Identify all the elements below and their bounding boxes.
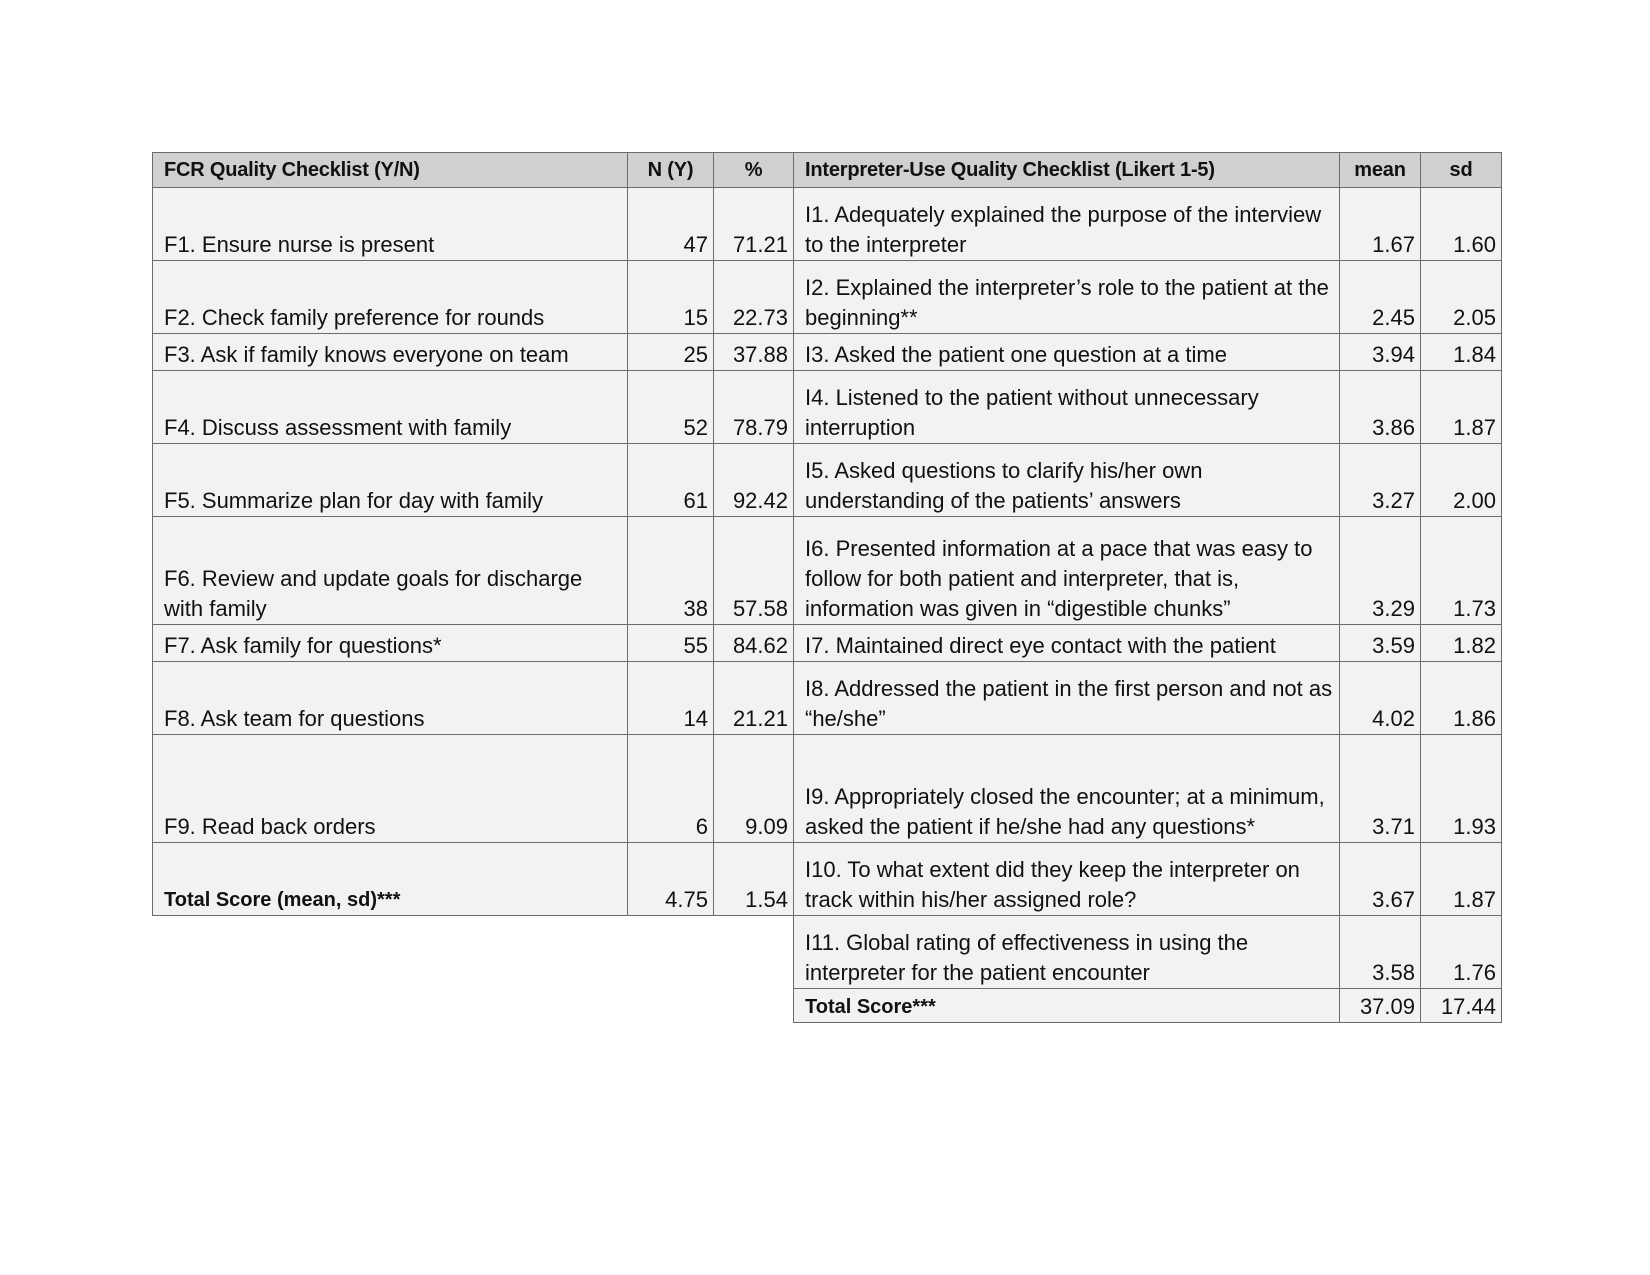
interpreter-item-mean: 1.67 bbox=[1340, 188, 1421, 261]
fcr-item-label: F2. Check family preference for rounds bbox=[153, 261, 628, 334]
table-row bbox=[153, 843, 1502, 916]
table-row bbox=[153, 444, 1502, 517]
interpreter-item-mean: 3.29 bbox=[1340, 517, 1421, 625]
interpreter-item-label: I5. Asked questions to clarify his/her own understanding of the patients’ answers bbox=[794, 444, 1340, 517]
interpreter-item-sd: 1.82 bbox=[1421, 625, 1502, 662]
interpreter-item-mean: 4.02 bbox=[1340, 662, 1421, 735]
table-row bbox=[153, 334, 1502, 371]
quality-checklist-table bbox=[152, 152, 1502, 1023]
interpreter-item-label: I10. To what extent did they keep the interpreter on track within his/her assigned role? bbox=[794, 843, 1340, 916]
interpreter-item-sd: 1.73 bbox=[1421, 517, 1502, 625]
interpreter-total-score-mean: 37.09 bbox=[1340, 989, 1421, 1023]
table-row bbox=[153, 625, 1502, 662]
table-row bbox=[153, 371, 1502, 444]
table-row bbox=[153, 989, 1502, 1023]
interpreter-item-label: I1. Adequately explained the purpose of the interview to the interpreter bbox=[794, 188, 1340, 261]
fcr-checklist-header: FCR Quality Checklist (Y/N) bbox=[153, 153, 628, 188]
interpreter-item-label: I11. Global rating of effectiveness in using the interpreter for the patient encounter bbox=[794, 916, 1340, 989]
empty-cell bbox=[153, 916, 794, 989]
interpreter-item-mean: 3.27 bbox=[1340, 444, 1421, 517]
fcr-item-n: 38 bbox=[628, 517, 714, 625]
interpreter-item-label: I4. Listened to the patient without unnecessary interruption bbox=[794, 371, 1340, 444]
fcr-item-percent: 84.62 bbox=[714, 625, 794, 662]
fcr-item-percent: 71.21 bbox=[714, 188, 794, 261]
fcr-item-label: F7. Ask family for questions* bbox=[153, 625, 628, 662]
fcr-total-score-label: Total Score (mean, sd)*** bbox=[153, 843, 628, 916]
interpreter-item-mean: 3.71 bbox=[1340, 735, 1421, 843]
fcr-item-percent: 37.88 bbox=[714, 334, 794, 371]
interpreter-item-mean: 3.67 bbox=[1340, 843, 1421, 916]
interpreter-item-label: I7. Maintained direct eye contact with the patient bbox=[794, 625, 1340, 662]
interpreter-item-sd: 1.87 bbox=[1421, 843, 1502, 916]
fcr-item-n: 61 bbox=[628, 444, 714, 517]
header-row bbox=[153, 153, 1502, 188]
table-row bbox=[153, 662, 1502, 735]
table-row bbox=[153, 916, 1502, 989]
interpreter-item-label: I6. Presented information at a pace that was easy to follow for both patient and interpreter, that is, information was given in “digestible chunks” bbox=[794, 517, 1340, 625]
fcr-item-label: F1. Ensure nurse is present bbox=[153, 188, 628, 261]
empty-cell bbox=[153, 989, 794, 1023]
fcr-item-n: 14 bbox=[628, 662, 714, 735]
fcr-item-percent: 92.42 bbox=[714, 444, 794, 517]
table-row bbox=[153, 517, 1502, 625]
fcr-item-n: 47 bbox=[628, 188, 714, 261]
fcr-item-percent: 21.21 bbox=[714, 662, 794, 735]
table-row bbox=[153, 188, 1502, 261]
fcr-item-percent: 9.09 bbox=[714, 735, 794, 843]
n-yes-header: N (Y) bbox=[628, 153, 714, 188]
percent-header: % bbox=[714, 153, 794, 188]
interpreter-item-mean: 3.94 bbox=[1340, 334, 1421, 371]
fcr-item-label: F6. Review and update goals for discharge with family bbox=[153, 517, 628, 625]
fcr-total-score-sd: 1.54 bbox=[714, 843, 794, 916]
interpreter-item-label: I2. Explained the interpreter’s role to the patient at the beginning** bbox=[794, 261, 1340, 334]
fcr-item-percent: 78.79 bbox=[714, 371, 794, 444]
interpreter-item-label: I3. Asked the patient one question at a time bbox=[794, 334, 1340, 371]
fcr-item-label: F9. Read back orders bbox=[153, 735, 628, 843]
fcr-total-score-mean: 4.75 bbox=[628, 843, 714, 916]
mean-header: mean bbox=[1340, 153, 1421, 188]
interpreter-item-sd: 2.00 bbox=[1421, 444, 1502, 517]
interpreter-item-sd: 1.60 bbox=[1421, 188, 1502, 261]
fcr-item-percent: 22.73 bbox=[714, 261, 794, 334]
fcr-item-label: F3. Ask if family knows everyone on team bbox=[153, 334, 628, 371]
fcr-item-n: 52 bbox=[628, 371, 714, 444]
interpreter-item-label: I9. Appropriately closed the encounter; at a minimum, asked the patient if he/she had any questions* bbox=[794, 735, 1340, 843]
interpreter-total-score-label: Total Score*** bbox=[794, 989, 1340, 1023]
fcr-item-n: 25 bbox=[628, 334, 714, 371]
fcr-item-n: 6 bbox=[628, 735, 714, 843]
interpreter-item-sd: 1.87 bbox=[1421, 371, 1502, 444]
fcr-item-label: F4. Discuss assessment with family bbox=[153, 371, 628, 444]
interpreter-checklist-header: Interpreter-Use Quality Checklist (Likert 1-5) bbox=[794, 153, 1340, 188]
interpreter-item-mean: 3.58 bbox=[1340, 916, 1421, 989]
interpreter-item-mean: 3.86 bbox=[1340, 371, 1421, 444]
table-row bbox=[153, 735, 1502, 843]
fcr-item-label: F8. Ask team for questions bbox=[153, 662, 628, 735]
fcr-item-n: 55 bbox=[628, 625, 714, 662]
interpreter-item-sd: 1.76 bbox=[1421, 916, 1502, 989]
interpreter-total-score-sd: 17.44 bbox=[1421, 989, 1502, 1023]
interpreter-item-sd: 1.84 bbox=[1421, 334, 1502, 371]
interpreter-item-sd: 1.93 bbox=[1421, 735, 1502, 843]
fcr-item-label: F5. Summarize plan for day with family bbox=[153, 444, 628, 517]
sd-header: sd bbox=[1421, 153, 1502, 188]
interpreter-item-mean: 2.45 bbox=[1340, 261, 1421, 334]
interpreter-item-sd: 1.86 bbox=[1421, 662, 1502, 735]
fcr-item-n: 15 bbox=[628, 261, 714, 334]
interpreter-item-mean: 3.59 bbox=[1340, 625, 1421, 662]
interpreter-item-sd: 2.05 bbox=[1421, 261, 1502, 334]
fcr-item-percent: 57.58 bbox=[714, 517, 794, 625]
interpreter-item-label: I8. Addressed the patient in the first person and not as “he/she” bbox=[794, 662, 1340, 735]
table-row bbox=[153, 261, 1502, 334]
